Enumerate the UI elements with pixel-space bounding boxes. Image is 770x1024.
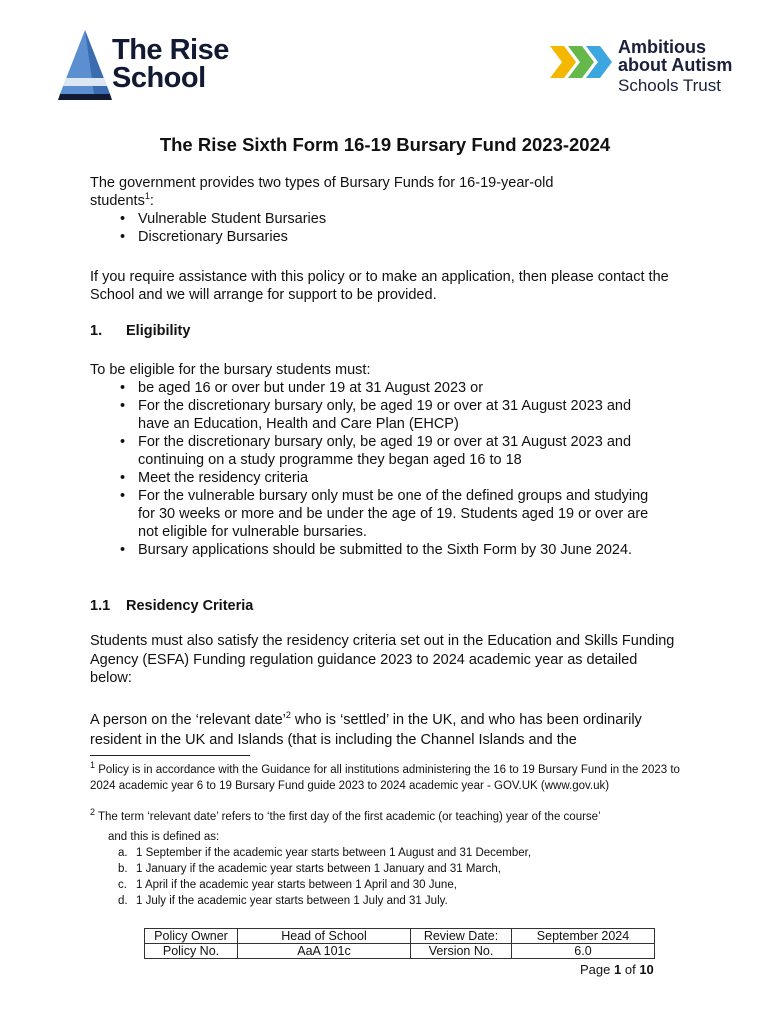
list-item: • be aged 16 or over but under 19 at 31 August 2023 or [118, 379, 650, 397]
section-1-1-title: Residency Criteria [126, 598, 254, 614]
footnote-2-mark: 2 [90, 807, 96, 818]
assistance-paragraph: If you require assistance with this policy or to make an application, then please contact the School and we will arrange for support to be provided. [90, 269, 669, 303]
table-cell: AaA 101c [238, 944, 411, 959]
intro-text-b: students [90, 193, 145, 209]
table-cell: Head of School [238, 929, 411, 944]
table-cell: Policy No. [145, 944, 238, 959]
list-item: • For the vulnerable bursary only must be one of the defined groups and studying for 30 weeks or more and be under the age of 19. Students aged 19 or over are not eligible for vulnerable bursaries. [118, 487, 650, 541]
relevant-date-paragraph [90, 710, 680, 750]
footnote-2-text-a: The term ‘relevant date’ refers to ‘the first day of the first academic (or teaching) year of the course’ [98, 811, 601, 823]
list-item: d. 1 July if the academic year starts between 1 July and 31 July. [118, 895, 448, 907]
residency-paragraph: Students must also satisfy the residency criteria set out in the Education and Skills Funding Agency (ESFA) Funding regulation guidance 2023 to 2024 academic year as detailed below: [90, 633, 675, 686]
footnote-1-mark: 1 [90, 760, 96, 771]
table-cell: Policy Owner [145, 929, 238, 944]
rise-logo-line2: School [112, 62, 206, 94]
footnote-2-text-b: and this is defined as: [108, 831, 220, 843]
list-item: • Meet the residency criteria [118, 469, 650, 487]
list-item: b. 1 January if the academic year starts between 1 January and 31 March, [118, 863, 502, 875]
bursary-types-list [118, 210, 690, 246]
page-current: 1 [614, 962, 622, 977]
eligibility-block [90, 361, 650, 559]
footnote-1-text: Policy is in accordance with the Guidance for all institutions administering the 16 to 19 Bursary Fund in the 2023 to 2024 academic year 6 to 19 Bursary Fund guide 2023 to 2024 academic year - GOV.UK (www.gov.uk) [90, 764, 680, 792]
footnote-ref-2: 2 [285, 710, 291, 721]
section-1-number: 1. [90, 323, 103, 339]
page-title: The Rise Sixth Form 16-19 Bursary Fund 2023-2024 [159, 134, 611, 155]
page-number [580, 962, 654, 977]
section-1-heading [90, 323, 690, 339]
person-text-a: A person on the ‘relevant date’ [90, 712, 286, 728]
rise-mountain-icon [58, 28, 112, 100]
rise-logo-line1: The Rise [112, 34, 229, 66]
table-row [145, 944, 655, 959]
aaa-logo-line2: about Autism [618, 55, 733, 75]
list-item: • Bursary applications should be submitted to the Sixth Form by 30 June 2024. [118, 541, 650, 559]
chevrons-icon [550, 42, 614, 82]
rise-school-logo [58, 28, 238, 100]
table-cell: September 2024 [512, 929, 655, 944]
footnote-ref-1: 1 [144, 191, 150, 202]
policy-info-table [144, 928, 655, 959]
list-item: • For the discretionary bursary only, be aged 19 or over at 31 August 2023 and have an Education, Health and Care Plan (EHCP) [118, 397, 650, 433]
intro-paragraph [90, 174, 690, 246]
footnote-separator [90, 755, 250, 756]
intro-text-b-line [90, 192, 690, 210]
table-cell: Version No. [411, 944, 512, 959]
aaa-logo-line1: Ambitious [618, 37, 706, 57]
footnote-2-list [90, 845, 690, 909]
list-item: • Vulnerable Student Bursaries [118, 210, 690, 228]
ambitious-about-autism-logo [550, 36, 750, 100]
aaa-logo-line3: Schools Trust [618, 76, 721, 95]
page-prefix: Page [580, 962, 611, 977]
table-row [145, 929, 655, 944]
section-1-1-heading [90, 598, 690, 614]
list-item: c. 1 April if the academic year starts between 1 April and 30 June, [118, 879, 457, 891]
eligibility-lead: To be eligible for the bursary students must: [90, 362, 371, 378]
page-total: 10 [639, 962, 654, 977]
section-1-1-number: 1.1 [90, 598, 111, 614]
footnote-2 [90, 809, 690, 909]
list-item: • For the discretionary bursary only, be aged 19 or over at 31 August 2023 and continuing on a study programme they began aged 16 to 18 [118, 433, 650, 469]
intro-text-b-tail: : [149, 193, 154, 209]
page-of: of [624, 962, 636, 977]
table-cell: 6.0 [512, 944, 655, 959]
section-1-title: Eligibility [126, 323, 191, 339]
intro-text-a: The government provides two types of Bursary Funds for 16-19-year-old [90, 175, 554, 191]
list-item: a. 1 September if the academic year starts between 1 August and 31 December, [118, 847, 532, 859]
eligibility-list [118, 379, 650, 559]
person-text-b: who is ‘settled’ in the UK, and who has been ordinarily resident in the UK and Islands (that is including the Channel Islands and the [90, 712, 642, 748]
table-cell: Review Date: [411, 929, 512, 944]
footnote-1 [90, 762, 685, 794]
list-item: • Discretionary Bursaries [118, 228, 690, 246]
